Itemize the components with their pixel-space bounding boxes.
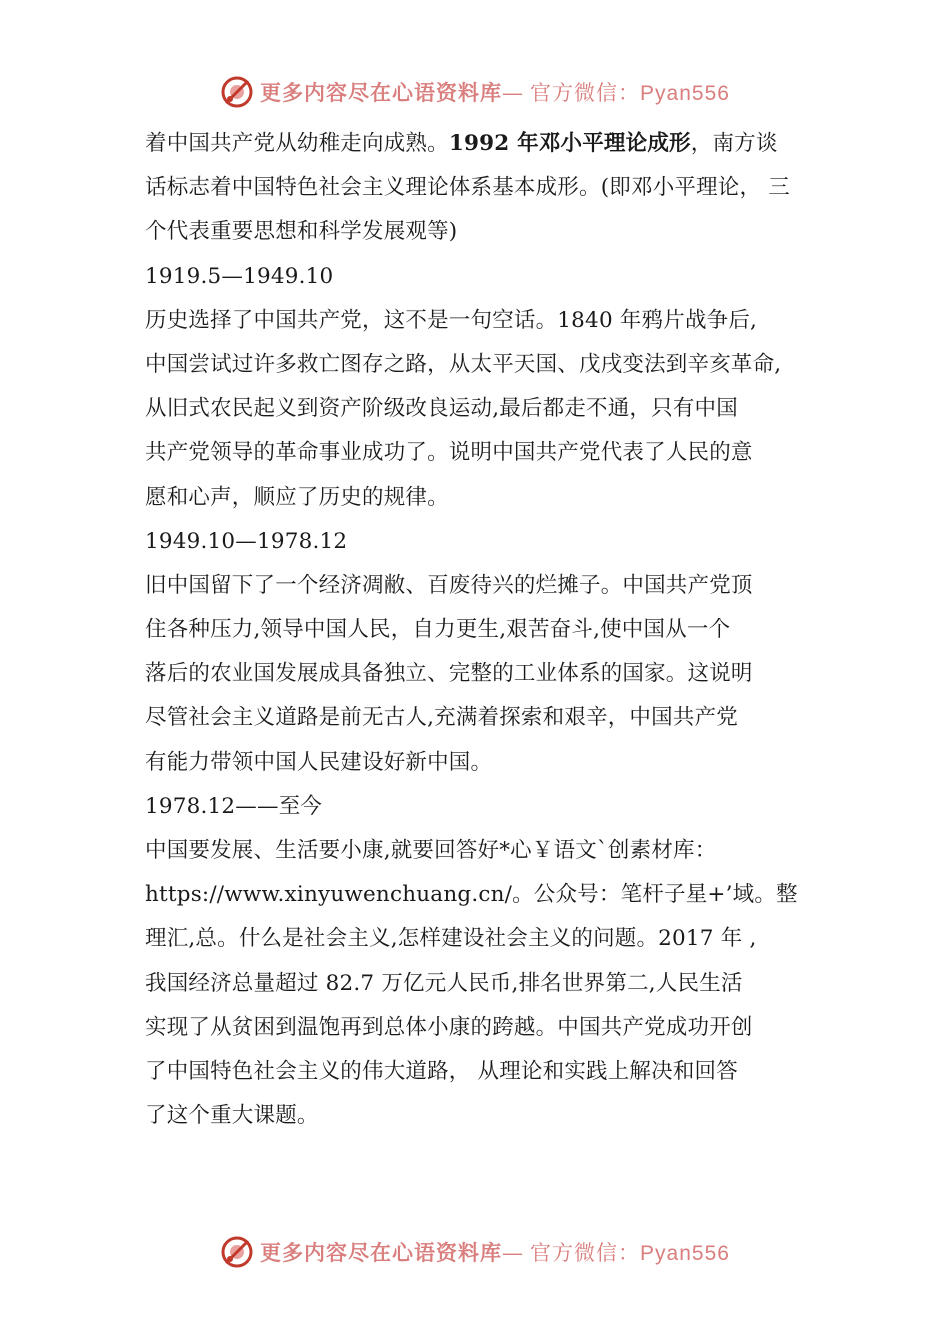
text-line-1 [145, 122, 835, 166]
period-heading-1949-1978: 1949.10—1978.12 [145, 528, 348, 554]
footer-banner-dash: — [502, 1241, 525, 1265]
red-circular-emblem-icon [220, 75, 254, 109]
text-line-17: 中国要发展、生活要小康,就要回答好*心￥语文`创素材库： [145, 838, 717, 863]
text-line-13: 落后的农业国发展成具备独立、完整的工业体系的国家。这说明 [145, 661, 753, 687]
text-line-18: https://www.xinyuwenchuang.cn/。公众号：笔杆子星+’域。整 [145, 882, 798, 908]
text-line-1-pre: 着中国共产党从幼稚走向成熟。 [145, 131, 449, 156]
red-circular-emblem-icon [220, 1235, 254, 1269]
text-line-3: 个代表重要思想和科学发展观等) [145, 219, 458, 245]
text-line-1-post: ，南方谈 [690, 131, 778, 156]
text-line-9: 愿和心声，顺应了历史的规律。 [145, 484, 449, 510]
period-heading-1978-now: 1978.12——至今 [145, 793, 323, 819]
text-line-21: 实现了从贫困到温饱再到总体小康的跨越。中国共产党成功开创 [145, 1014, 753, 1040]
text-line-23: 了这个重大课题。 [145, 1103, 319, 1129]
header-banner-text [260, 77, 730, 107]
header-banner [0, 72, 950, 112]
text-line-5: 历史选择了中国共产党，这不是一句空话。1840 年鸦片战争后, [145, 307, 758, 333]
text-line-14: 尽管社会主义道路是前无古人,充满着探索和艰辛，中国共产党 [145, 705, 738, 731]
footer-banner [0, 1232, 950, 1272]
document-body [145, 122, 835, 1138]
text-line-8: 共产党领导的革命事业成功了。说明中国共产党代表了人民的意 [145, 440, 753, 466]
footer-banner-wechat: 官方微信：Pyan556 [530, 1242, 730, 1265]
text-line-22: 了中国特色社会主义的伟大道路， 从理论和实践上解决和回答 [145, 1058, 738, 1084]
footer-banner-text [260, 1237, 730, 1267]
text-line-6: 中国尝试过许多救亡图存之路，从太平天国、戊戌变法到辛亥革命, [145, 351, 782, 377]
text-line-2: 话标志着中国特色社会主义理论体系基本成形。(即邓小平理论， 三 [145, 175, 790, 201]
text-line-7: 从旧式农民起义到资产阶级改良运动,最后都走不通，只有中国 [145, 396, 738, 422]
text-line-11: 旧中国留下了一个经济凋敝、百废待兴的烂摊子。中国共产党顶 [145, 572, 753, 598]
text-line-12: 住各种压力,领导中国人民，自力更生,艰苦奋斗,使中国从一个 [145, 617, 731, 643]
header-banner-wechat: 官方微信：Pyan556 [530, 82, 730, 105]
footer-banner-title: 更多内容尽在心语资料库 [260, 1240, 503, 1265]
header-banner-dash: — [502, 81, 525, 105]
text-line-1-bold: 1992 年邓小平理论成形 [448, 131, 691, 156]
text-line-20: 我国经济总量超过 82.7 万亿元人民币,排名世界第二,人民生活 [145, 970, 743, 996]
text-line-19: 理汇,总。什么是社会主义,怎样建设社会主义的问题。2017 年 , [145, 926, 757, 952]
period-heading-1919-1949: 1919.5—1949.10 [145, 263, 334, 289]
text-line-15: 有能力带领中国人民建设好新中国。 [145, 749, 493, 775]
header-banner-title: 更多内容尽在心语资料库 [260, 80, 503, 105]
